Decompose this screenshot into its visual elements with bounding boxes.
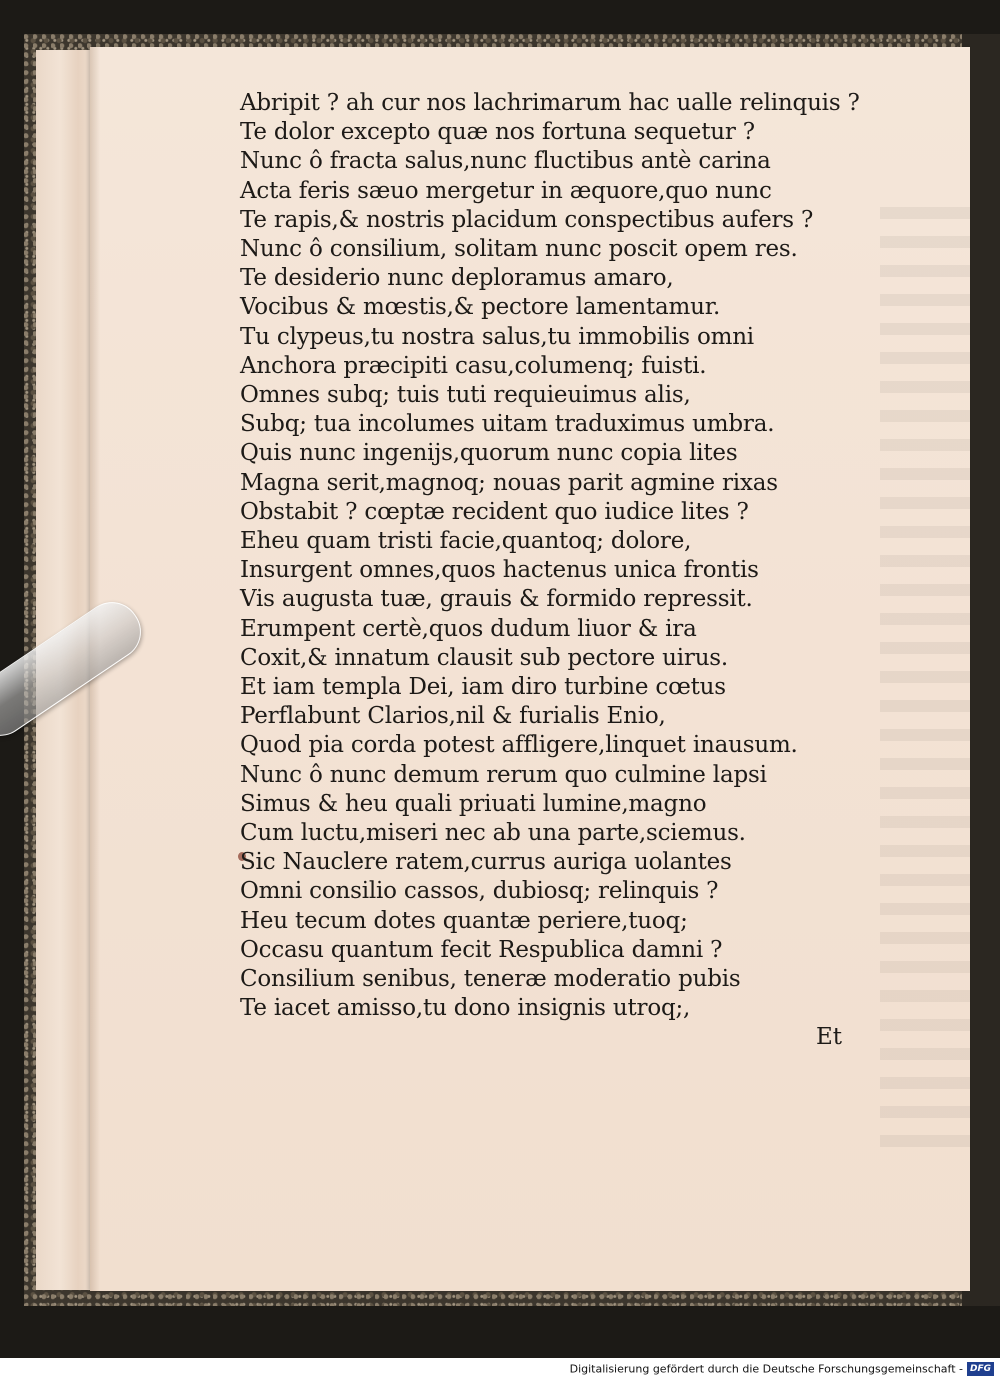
credit-text: Digitalisierung gefördert durch die Deutsche Forschungsgemeinschaft - <box>569 1362 963 1376</box>
poem-text <box>240 89 860 1024</box>
poem-line: Acta feris sæuo mergetur in æquore,quo nunc <box>240 177 772 204</box>
poem-line: Te rapis,& nostris placidum conspectibus aufers ? <box>240 206 814 233</box>
poem-line: Vis augusta tuæ, grauis & formido repressit. <box>240 586 753 613</box>
poem-line: Nunc ô fracta salus,nunc fluctibus antè carina <box>240 148 771 175</box>
poem-line: Omni consilio cassos, dubiosq; relinquis ? <box>240 878 719 905</box>
poem-line: Coxit,& innatum clausit sub pectore uirus. <box>240 644 729 671</box>
poem-line: Quod pia corda potest affligere,linquet inausum. <box>240 732 798 759</box>
poem-line: Abripit ? ah cur nos lachrimarum hac ualle relinquis ? <box>240 90 860 116</box>
poem-line: Quis nunc ingenijs,quorum nunc copia lites <box>240 440 738 467</box>
poem-line: Sic Nauclere ratem,currus auriga uolantes <box>240 849 732 876</box>
poem-line: Omnes subq; tuis tuti requieuimus alis, <box>240 382 691 409</box>
poem-line: Vocibus & mœstis,& pectore lamentamur. <box>240 294 721 321</box>
poem-line: Occasu quantum fecit Respublica damni ? <box>240 936 723 963</box>
poem-line: Obstabit ? cœptæ recident quo iudice lites ? <box>240 498 749 525</box>
poem-line: Nunc ô nunc demum rerum quo culmine lapsi <box>240 761 767 788</box>
poem-line: Consilium senibus, teneræ moderatio pubis <box>240 966 741 993</box>
poem-line: Te dolor excepto quæ nos fortuna sequetur ? <box>240 119 755 146</box>
poem-line: Heu tecum dotes quantæ periere,tuoq; <box>240 907 688 934</box>
poem-line: Insurgent omnes,quos hactenus unica frontis <box>240 557 759 584</box>
digitization-credit <box>0 1358 1000 1379</box>
poem-line: Eheu quam tristi facie,quantoq; dolore, <box>240 528 692 555</box>
dfg-logo: DFG <box>967 1362 994 1376</box>
poem-line: Perflabunt Clarios,nil & furialis Enio, <box>240 703 666 730</box>
poem-line: Erumpent certè,quos dudum liuor & ira <box>240 615 697 642</box>
poem-line: Simus & heu quali priuati lumine,magno <box>240 790 707 817</box>
poem-line: Anchora præcipiti casu,columenq; fuisti. <box>240 352 707 379</box>
poem-line: Nunc ô consilium, solitam nunc poscit opem res. <box>240 236 798 263</box>
poem-line: Magna serit,magnoq; nouas parit agmine rixas <box>240 469 778 496</box>
poem-line: Tu clypeus,tu nostra salus,tu immobilis omni <box>240 323 754 350</box>
poem-line: Subq; tua incolumes uitam traduximus umbra. <box>240 411 775 438</box>
poem-line: Et iam templa Dei, iam diro turbine cœtus <box>240 674 726 701</box>
catchword: Et <box>816 1024 843 1050</box>
poem-line: Te iacet amisso,tu dono insignis utroq;, <box>240 995 691 1022</box>
show-through-text <box>880 207 970 1147</box>
poem-line: Te desiderio nunc deploramus amaro, <box>240 265 674 292</box>
poem-line: Cum luctu,miseri nec ab una parte,sciemus. <box>240 820 746 847</box>
